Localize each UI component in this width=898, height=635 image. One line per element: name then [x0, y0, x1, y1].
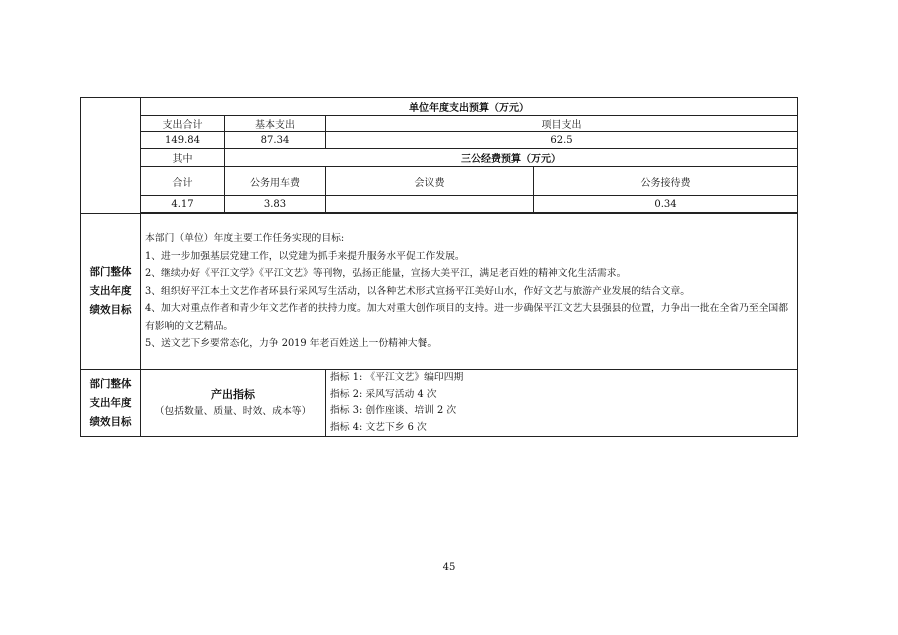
budget-header-project: 项目支出 [326, 116, 798, 132]
budget-value-project: 62.5 [326, 132, 798, 149]
three-public-value-vehicle: 3.83 [225, 196, 326, 213]
goals-line: 4、加大对重点作者和青少年文艺作者的扶持力度。加大对重大创作项目的支持。进一步确保平江文艺大县强县的位置，力争出一批在全省乃至全国都有影响的文艺精品。 [145, 303, 789, 332]
three-public-header-vehicle: 公务用车费 [225, 167, 326, 196]
budget-title: 单位年度支出预算（万元） [141, 98, 798, 116]
three-public-header-meeting: 会议费 [326, 167, 534, 196]
page-number: 45 [442, 562, 456, 573]
goals-line: 1、进一步加强基层党建工作，以党建为抓手来提升服务水平促工作发展。 [145, 250, 465, 262]
output-indicator-list [326, 370, 798, 437]
three-public-header-reception: 公务接待费 [534, 167, 798, 196]
three-public-value-meeting [326, 196, 534, 213]
goals-line: 本部门（单位）年度主要工作任务实现的目标: [145, 233, 345, 245]
indicator-item: 指标 4: 文艺下乡 6 次 [330, 421, 427, 433]
output-indicator-cell [141, 370, 326, 437]
budget-value-total: 149.84 [141, 132, 225, 149]
indicator-item: 指标 1: 《平江文艺》编印四期 [330, 372, 464, 383]
budget-table [80, 97, 798, 437]
indicator-item: 指标 2: 采风写活动 4 次 [330, 388, 437, 400]
goals-text [141, 214, 798, 370]
goals-line: 3、组织好平江本土文艺作者环县行采风写生活动，以各种艺术形式宣扬平江美好山水，作好文艺与旅游产业发展的结合文章。 [145, 285, 691, 297]
budget-header-total: 支出合计 [141, 116, 225, 132]
output-title: 产出指标 [211, 388, 255, 401]
left-blank-cell [81, 98, 141, 214]
output-subtitle: （包括数量、质量、时效、成本等） [154, 406, 312, 417]
output-side-label: 部门整体 支出年度 绩效目标 [81, 370, 141, 437]
indicator-item: 指标 3: 创作座谈、培训 2 次 [330, 405, 457, 416]
goals-side-label: 部门整体 支出年度 绩效目标 [81, 214, 141, 370]
budget-value-basic: 87.34 [225, 132, 326, 149]
budget-header-basic: 基本支出 [225, 116, 326, 132]
three-public-header-total: 合计 [141, 167, 225, 196]
three-public-value-reception: 0.34 [534, 196, 798, 213]
three-public-title: 三公经费预算（万元） [225, 149, 798, 167]
goals-line: 5、送文艺下乡要常态化，力争 2019 年老百姓送上一份精神大餐。 [145, 338, 438, 350]
three-public-value-total: 4.17 [141, 196, 225, 213]
goals-line: 2、继续办好《平江文学》《平江文艺》等刊物，弘扬正能量，宣扬大美平江，满足老百姓的精神文化生活需求。 [145, 268, 627, 280]
of-which-label: 其中 [141, 149, 225, 167]
